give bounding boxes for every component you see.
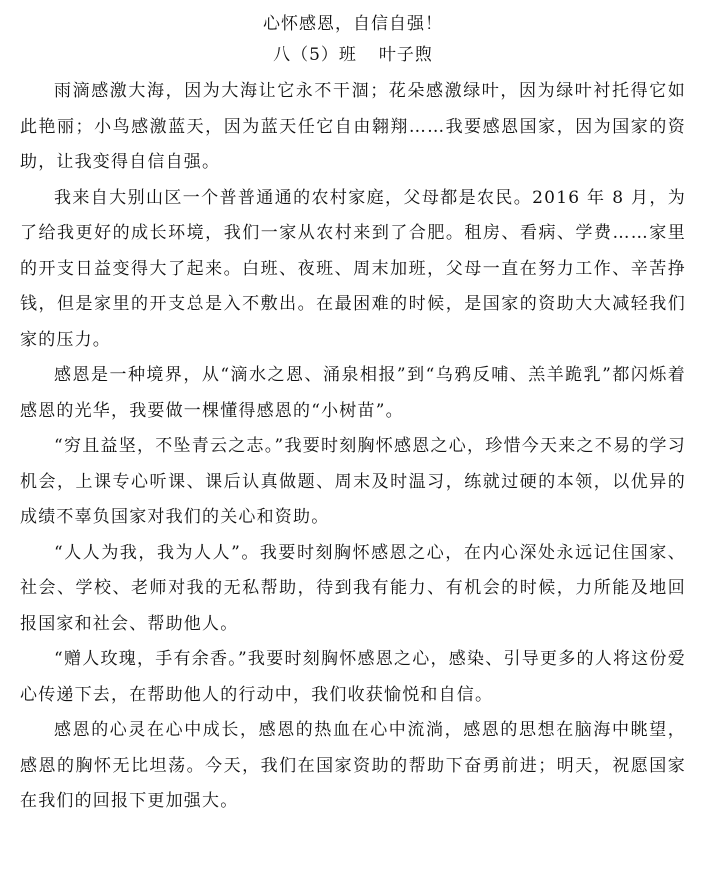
essay-paragraph-3: 感恩是一种境界，从“滴水之恩、涌泉相报”到“乌鸦反哺、羔羊跪乳”都闪烁着感恩的光华，我要做一棵懂得感恩的“小树苗”。 <box>20 365 686 421</box>
essay-title: 心怀感恩，自信自强！ <box>263 14 443 34</box>
essay-paragraph-4: “穷且益坚，不坠青云之志。”我要时刻胸怀感恩之心，珍惜今天来之不易的学习机会，上课专心听课、课后认真做题、周末及时温习，练就过硬的本领，以优异的成绩不辜负国家对我们的关心和资助。 <box>20 436 686 527</box>
essay-paragraph-5: “人人为我，我为人人”。我要时刻胸怀感恩之心，在内心深处永远记住国家、社会、学校、老师对我的无私帮助，待到我有能力、有机会的时候，力所能及地回报国家和社会、帮助他人。 <box>20 542 686 634</box>
author-name: 叶子煦 <box>378 45 433 65</box>
class-label: 八（5）班 <box>273 45 357 65</box>
essay-paragraph-6: “赠人玫瑰，手有余香。”我要时刻胸怀感恩之心，感染、引导更多的人将这份爱心传递下去，在帮助他人的行动中，我们收获愉悦和自信。 <box>20 649 686 705</box>
author-line <box>20 38 686 72</box>
essay-paragraph-2: 我来自大别山区一个普普通通的农村家庭，父母都是农民。2016 年 8 月，为了给我更好的成长环境，我们一家从农村来到了合肥。租房、看病、学费……家里的开支日益变得大了起来。白班、夜班、周末加班，父母一直在努力工作、辛苦挣钱，但是家里的开支总是入不敷出。在最困难的时候，是国家的资助大大减轻我们家的压力。 <box>20 187 686 350</box>
essay-paragraph-1: 雨滴感激大海，因为大海让它永不干涸；花朵感激绿叶，因为绿叶衬托得它如此艳丽；小鸟感激蓝天，因为蓝天任它自由翱翔……我要感恩国家，因为国家的资助，让我变得自信自强。 <box>20 81 686 172</box>
essay-paragraph-7: 感恩的心灵在心中成长，感恩的热血在心中流淌，感恩的思想在脑海中眺望，感恩的胸怀无比坦荡。今天，我们在国家资助的帮助下奋勇前进；明天，祝愿国家在我们的回报下更加强大。 <box>20 720 686 811</box>
